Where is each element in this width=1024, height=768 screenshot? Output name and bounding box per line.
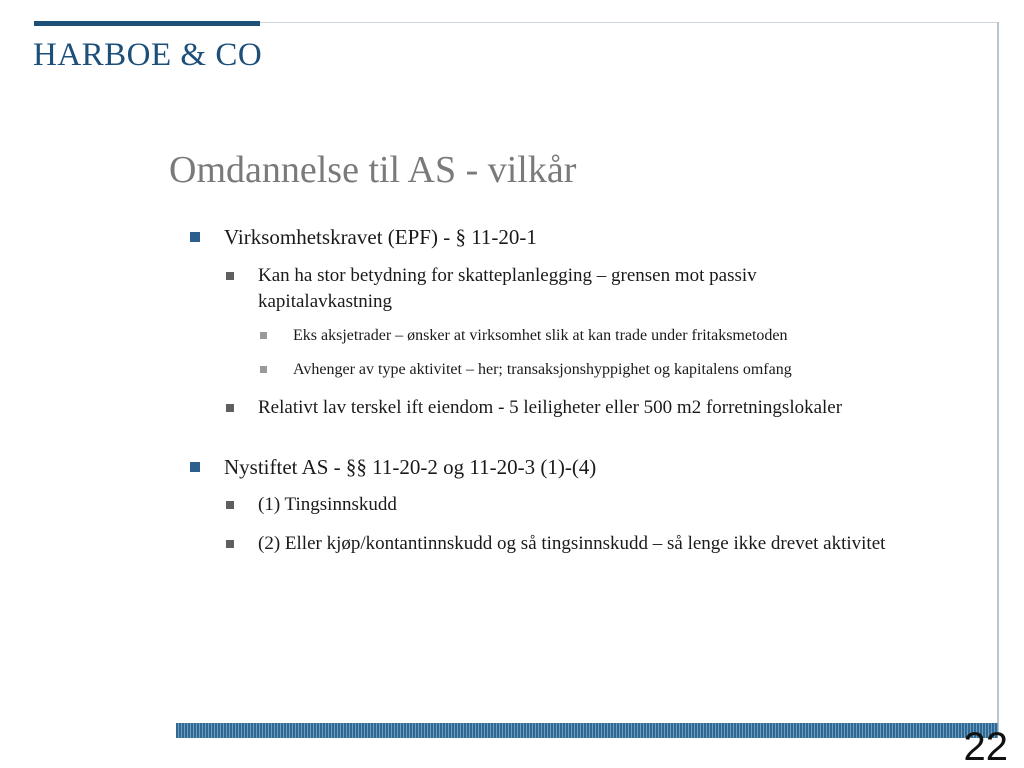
bullet-text: (1) Tingsinnskudd [258, 494, 397, 515]
footer-bar [176, 723, 998, 738]
square-bullet-icon [190, 462, 200, 472]
bullet-item-3 [260, 325, 960, 347]
bullet-text: (2) Eller kjøp/kontantinnskudd og så tingsinnskudd – så lenge ikke drevet aktivitet [258, 533, 886, 554]
bullet-item-5 [226, 395, 986, 421]
bullet-item-6 [190, 454, 950, 480]
square-bullet-icon [226, 272, 234, 280]
square-bullet-icon [226, 540, 234, 548]
bullet-item-2 [226, 263, 866, 315]
square-bullet-icon [260, 332, 267, 339]
bullet-text: Relativt lav terskel ift eiendom - 5 leiligheter eller 500 m2 forretningslokaler [258, 397, 843, 418]
bullet-item-4 [260, 359, 960, 381]
square-bullet-icon [190, 232, 200, 242]
square-bullet-icon [260, 366, 267, 373]
bullet-text: Nystiftet AS - §§ 11-20-2 og 11-20-3 (1)-(4) [224, 455, 597, 479]
square-bullet-icon [226, 501, 234, 509]
bullet-text: Kan ha stor betydning for skatteplanlegging – grensen mot passiv kapitalavkastning [258, 265, 757, 312]
bullet-text: Eks aksjetrader – ønsker at virksomhet slik at kan trade under fritaksmetoden [293, 327, 788, 344]
bullet-item-7 [226, 492, 926, 518]
bullet-item-8 [226, 531, 926, 557]
bullet-text: Avhenger av type aktivitet – her; transaksjonshyppighet og kapitalens omfang [293, 361, 792, 378]
company-logo: HARBOE & CO [33, 37, 263, 73]
slide-title: Omdannelse til AS - vilkår [169, 149, 577, 191]
bullet-item-1 [190, 224, 950, 250]
page-number: 22 [963, 725, 1008, 768]
square-bullet-icon [226, 404, 234, 412]
bullet-text: Virksomhetskravet (EPF) - § 11-20-1 [224, 225, 537, 249]
